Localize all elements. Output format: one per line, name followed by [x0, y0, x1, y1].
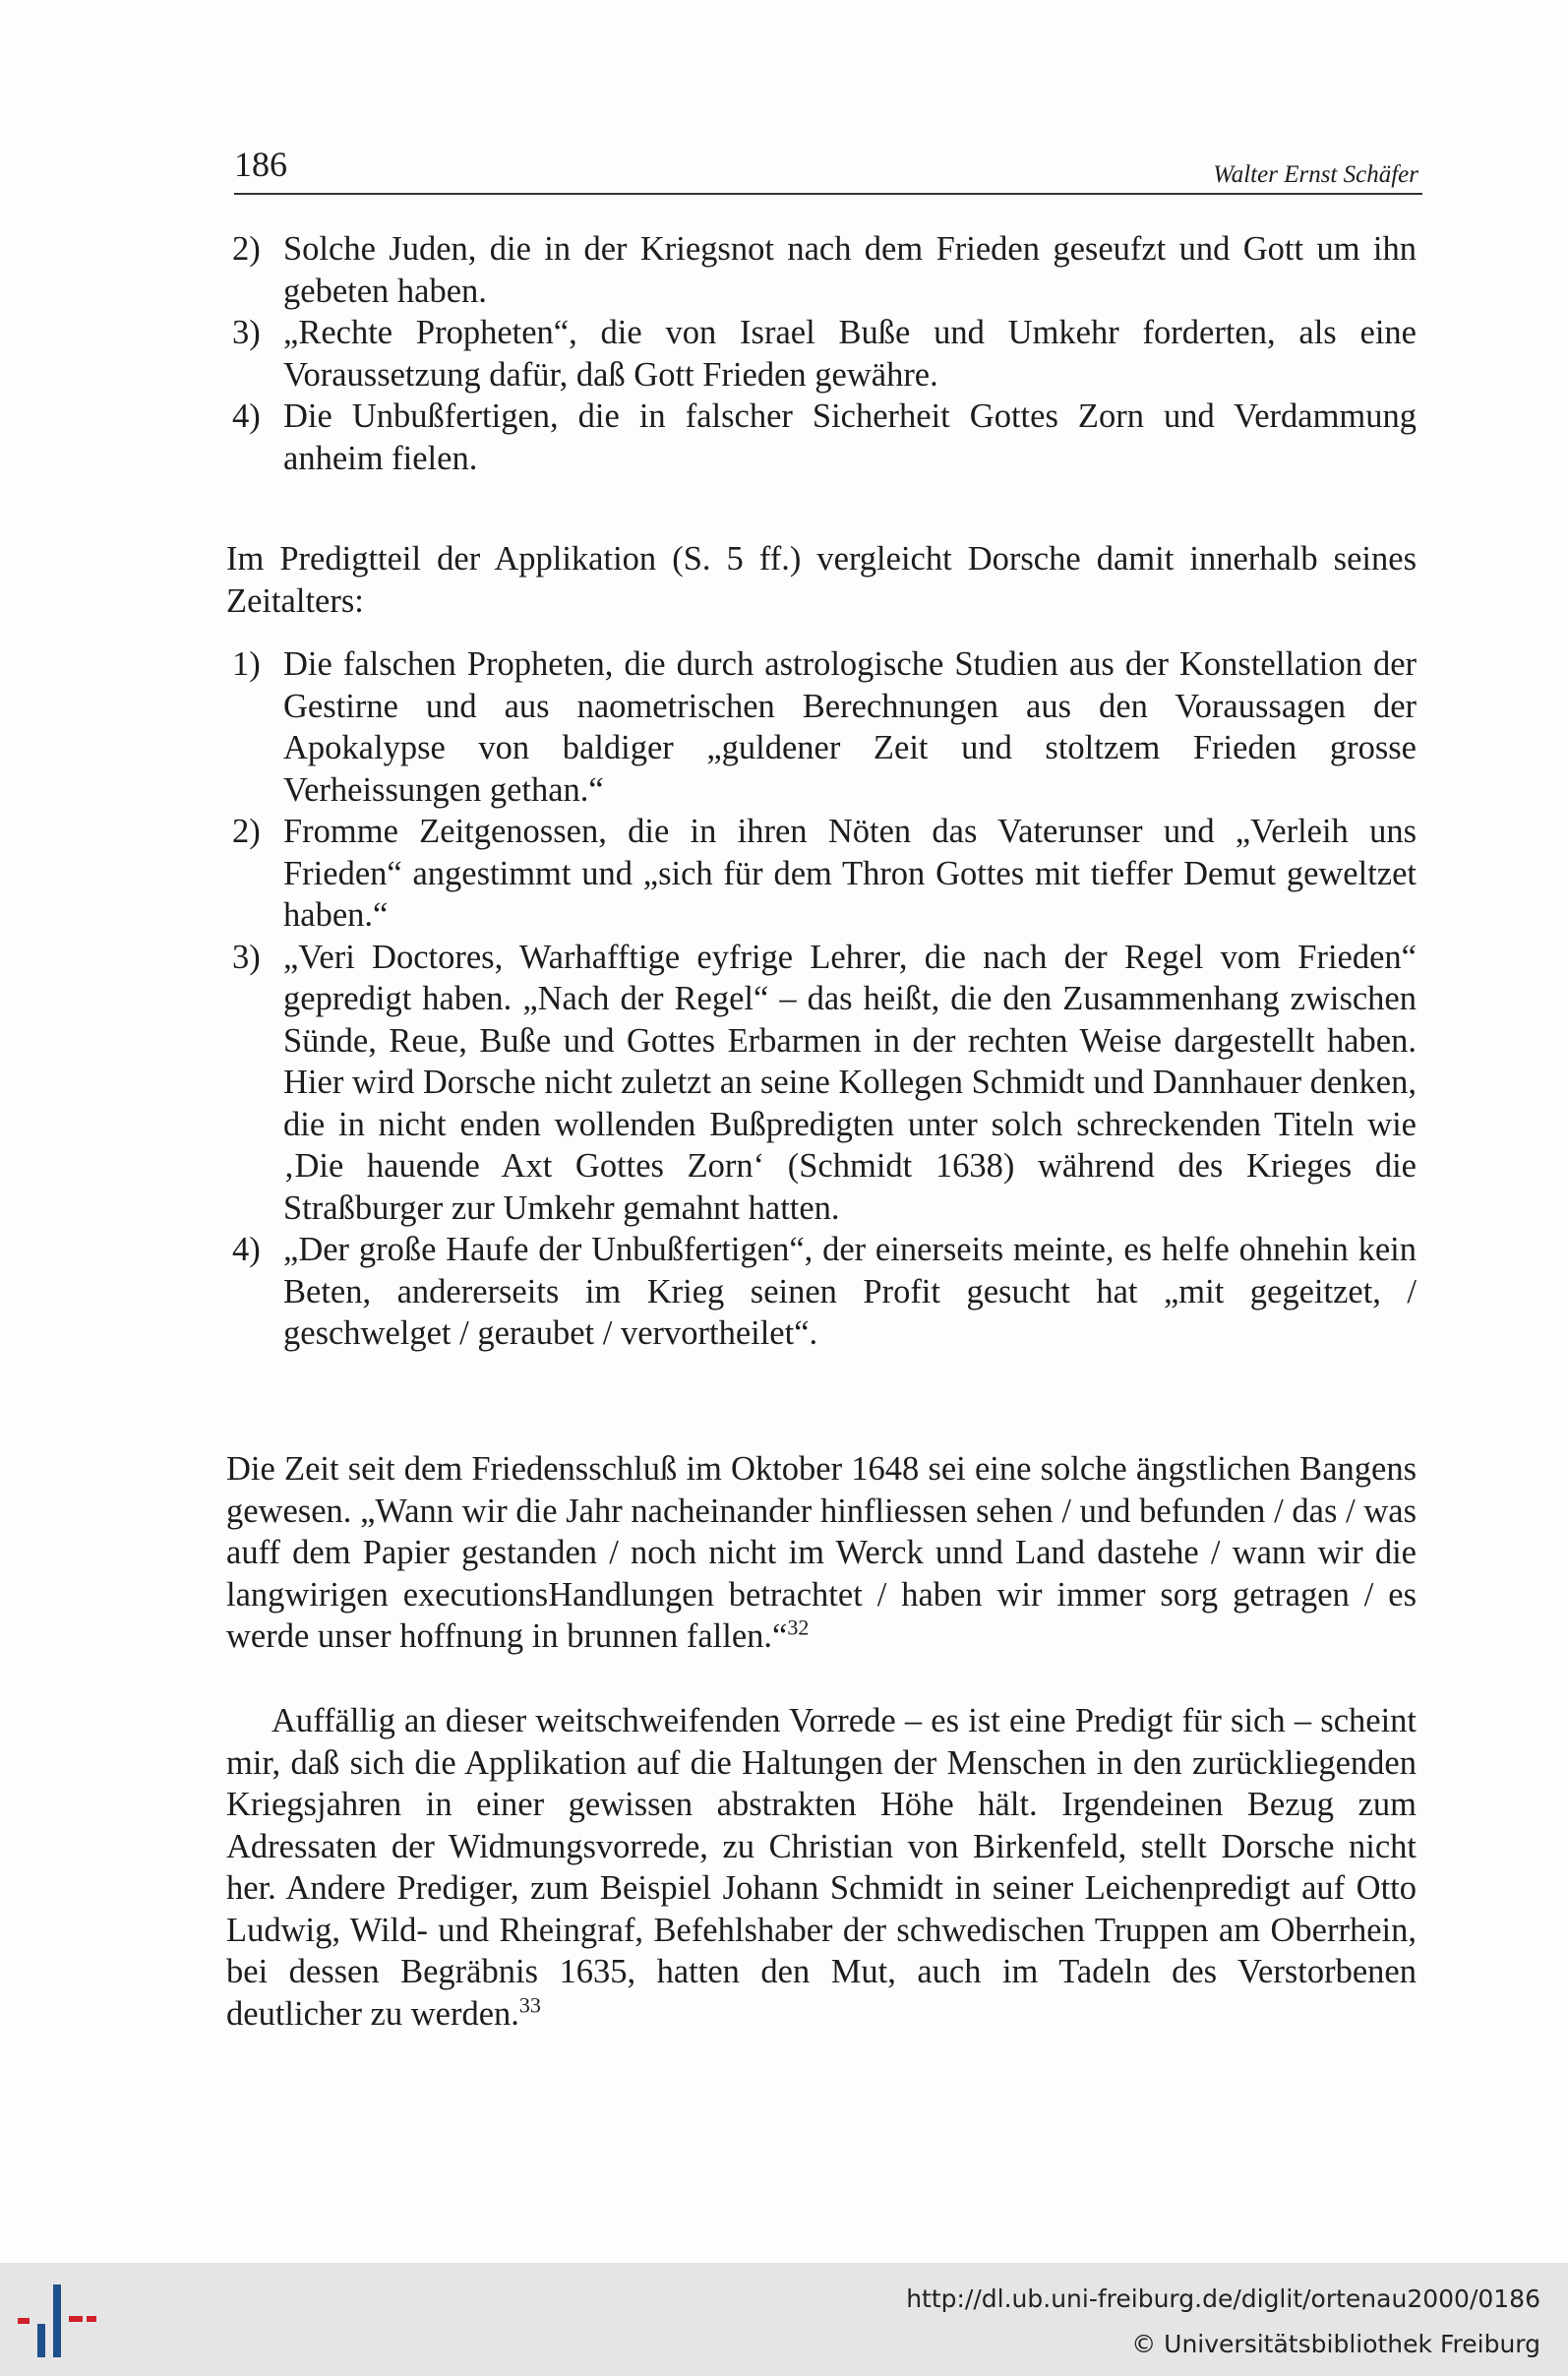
list-item-number: 4) — [232, 397, 261, 435]
ub-freiburg-logo-icon[interactable] — [16, 2281, 102, 2359]
list-item — [226, 396, 1417, 479]
list-item-number: 4) — [232, 1231, 261, 1268]
page-number: 186 — [234, 145, 287, 184]
list-item — [226, 228, 1417, 312]
list-item-number: 2) — [232, 813, 261, 850]
list-item-text: Die Unbußfertigen, die in falscher Sicherheit Gottes Zorn und Verdammung anheim fielen. — [283, 397, 1417, 477]
paragraph-auffaellig — [226, 1700, 1417, 2035]
list-item-text: „Rechte Propheten“, die von Israel Buße und Umkehr forderten, als eine Voraussetzung dafür, daß Gott Frieden gewähre. — [283, 314, 1417, 394]
paragraph-text: Auffällig an dieser weitschweifenden Vorrede – es ist eine Predigt für sich – scheint mir, daß sich die Applikation auf die Haltungen der Menschen in den zurückliegenden Kriegsjahren in einer gewissen abstrakten Höhe hält. Irgendeinen Bezug zum Adressaten der Widmungsvorrede, zu Christian von Birkenfeld, stellt Dorsche nicht her. Andere Prediger, zum Beispiel Johann Schmidt in seiner Leichenpredigt auf Otto Ludwig, Wild- und Rheingraf, Befehlshaber der schwedischen Truppen am Oberrhein, bei dessen Begräbnis 1635, hatten den Mut, auch im Tadeln des Verstorbenen deutlicher zu werden. — [226, 1702, 1417, 2033]
list-item — [226, 811, 1417, 937]
footnote-marker: 32 — [787, 1614, 810, 1640]
list-item — [226, 937, 1417, 1230]
list-item — [226, 1229, 1417, 1355]
paragraph-zeit — [226, 1448, 1417, 1658]
running-head: Walter Ernst Schäfer — [1213, 161, 1418, 188]
list-first — [226, 228, 1417, 479]
list-item-text: Solche Juden, die in der Kriegsnot nach dem Frieden geseufzt und Gott um ihn gebeten haben. — [283, 230, 1417, 310]
document-url[interactable]: http://dl.ub.uni-freiburg.de/diglit/ortenau2000/0186 — [906, 2285, 1540, 2313]
list-second — [226, 643, 1417, 1355]
list-item-text: „Veri Doctores, Warhafftige eyfrige Lehrer, die nach der Regel vom Frieden“ gepredigt haben. „Nach der Regel“ – das heißt, die den Zusammenhang zwischen Sünde, Reue, Buße und Gottes Erbarmen in der rechten Weise dargestellt haben. Hier wird Dorsche nicht zuletzt an seine Kollegen Schmidt und Dannhauer denken, die in nicht enden wollenden Bußpredigten unter solch schreckenden Titeln wie ‚Die hauende Axt Gottes Zorn‘ (Schmidt 1638) während des Krieges die Straßburger zur Umkehr gemahnt hatten. — [283, 938, 1417, 1227]
list-item-number: 3) — [232, 938, 261, 976]
viewer-footer — [0, 2263, 1568, 2376]
copyright-notice: © Universitätsbibliothek Freiburg — [1131, 2330, 1540, 2358]
list-item-number: 1) — [232, 645, 261, 683]
list-item-text: Fromme Zeitgenossen, die in ihren Nöten das Vaterunser und „Verleih uns Frieden“ angestimmt und „sich für dem Thron Gottes mit tieffer Demut geweltzet haben.“ — [283, 813, 1417, 934]
list-item-number: 2) — [232, 230, 261, 268]
list-item-text: Die falschen Propheten, die durch astrologische Studien aus der Konstellation der Gestirne und aus naometrischen Berechnungen aus den Voraussagen der Apokalypse von baldiger „guldener Zeit und stoltzem Frieden grosse Verheissungen gethan.“ — [283, 645, 1417, 809]
paragraph-text: Die Zeit seit dem Friedensschluß im Oktober 1648 sei eine solche ängstlichen Bangens gewesen. „Wann wir die Jahr nacheinander hinfliessen sehen / und befunden / das / was auff dem Papier gestanden / noch nicht im Werck unnd Land dastehe / wann wir die langwirigen executionsHandlungen betrachtet / haben wir immer sorg getragen / es werde unser hoffnung in brunnen fallen.“ — [226, 1450, 1417, 1655]
paragraph-intro: Im Predigtteil der Applikation (S. 5 ff.) vergleicht Dorsche damit innerhalb seines Zeitalters: — [226, 540, 1417, 620]
footnote-marker: 33 — [518, 1992, 541, 2017]
list-item-number: 3) — [232, 314, 261, 351]
page-header — [234, 140, 1422, 195]
list-item — [226, 312, 1417, 396]
list-item — [226, 643, 1417, 811]
list-item-text: „Der große Haufe der Unbußfertigen“, der einerseits meinte, es helfe ohnehin kein Beten, andererseits im Krieg seinen Profit gesucht hat „mit gegeitzet, / geschwelget / geraubet / vervortheilet“. — [283, 1231, 1417, 1352]
